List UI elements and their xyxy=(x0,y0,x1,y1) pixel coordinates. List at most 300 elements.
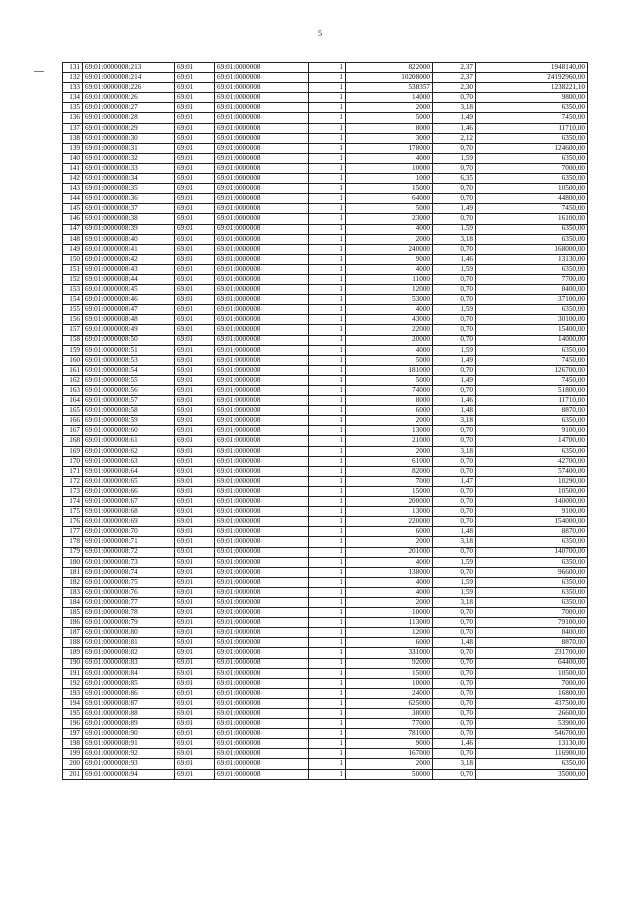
area-cell: 21000 xyxy=(346,436,433,446)
area-cell: 20000 xyxy=(346,335,433,345)
cadastral-block-cell: 69:01:0000008 xyxy=(215,143,309,153)
area-cell: 167000 xyxy=(346,749,433,759)
rate-cell: 1,59 xyxy=(433,577,476,587)
row-number-cell: 196 xyxy=(63,719,83,729)
area-cell: 9000 xyxy=(346,254,433,264)
cadastral-number-cell: 69:01:0000008:91 xyxy=(83,739,175,749)
rate-cell: 0,70 xyxy=(433,648,476,658)
cadastral-number-cell: 69:01:0000008:71 xyxy=(83,537,175,547)
count-cell: 1 xyxy=(309,163,346,173)
area-cell: 92000 xyxy=(346,658,433,668)
table-row xyxy=(63,315,588,325)
region-code-cell: 69:01 xyxy=(175,577,215,587)
rate-cell: 0,70 xyxy=(433,769,476,779)
row-number-cell: 181 xyxy=(63,567,83,577)
rate-cell: 1,59 xyxy=(433,557,476,567)
count-cell: 1 xyxy=(309,305,346,315)
count-cell: 1 xyxy=(309,416,346,426)
row-number-cell: 162 xyxy=(63,375,83,385)
count-cell: 1 xyxy=(309,668,346,678)
cadastral-block-cell: 69:01:0000008 xyxy=(215,63,309,73)
area-cell: 5000 xyxy=(346,113,433,123)
area-cell: 220000 xyxy=(346,517,433,527)
table-row xyxy=(63,325,588,335)
table-row xyxy=(63,93,588,103)
value-cell: 30100,00 xyxy=(476,315,588,325)
value-cell: 16100,00 xyxy=(476,214,588,224)
rate-cell: 1,59 xyxy=(433,264,476,274)
table-row xyxy=(63,587,588,597)
cadastral-block-cell: 69:01:0000008 xyxy=(215,214,309,224)
cadastral-block-cell: 69:01:0000008 xyxy=(215,194,309,204)
value-cell: 8870,00 xyxy=(476,406,588,416)
table-row xyxy=(63,638,588,648)
count-cell: 1 xyxy=(309,446,346,456)
row-number-cell: 201 xyxy=(63,769,83,779)
row-number-cell: 185 xyxy=(63,608,83,618)
cadastral-number-cell: 69:01:0000008:79 xyxy=(83,618,175,628)
area-cell: 6000 xyxy=(346,527,433,537)
cadastral-number-cell: 69:01:0000008:58 xyxy=(83,406,175,416)
value-cell: 231700,00 xyxy=(476,648,588,658)
region-code-cell: 69:01 xyxy=(175,325,215,335)
table-row xyxy=(63,365,588,375)
area-cell: 38000 xyxy=(346,709,433,719)
count-cell: 1 xyxy=(309,739,346,749)
row-number-cell: 172 xyxy=(63,476,83,486)
area-cell: 53000 xyxy=(346,295,433,305)
area-cell: 4000 xyxy=(346,224,433,234)
cadastral-block-cell: 69:01:0000008 xyxy=(215,305,309,315)
table-row xyxy=(63,628,588,638)
rate-cell: 0,70 xyxy=(433,365,476,375)
cadastral-block-cell: 69:01:0000008 xyxy=(215,537,309,547)
rate-cell: 1,48 xyxy=(433,406,476,416)
table-row xyxy=(63,224,588,234)
table-row xyxy=(63,63,588,73)
cadastral-number-cell: 69:01:0000008:38 xyxy=(83,214,175,224)
cadastral-block-cell: 69:01:0000008 xyxy=(215,648,309,658)
value-cell: 1238221,10 xyxy=(476,83,588,93)
cadastral-number-cell: 69:01:0000008:36 xyxy=(83,194,175,204)
area-cell: 5000 xyxy=(346,204,433,214)
row-number-cell: 140 xyxy=(63,153,83,163)
cadastral-block-cell: 69:01:0000008 xyxy=(215,365,309,375)
rate-cell: 0,70 xyxy=(433,698,476,708)
area-cell: 331000 xyxy=(346,648,433,658)
area-cell: 15000 xyxy=(346,486,433,496)
count-cell: 1 xyxy=(309,194,346,204)
rate-cell: 0,70 xyxy=(433,709,476,719)
rate-cell: 1,48 xyxy=(433,527,476,537)
region-code-cell: 69:01 xyxy=(175,396,215,406)
cadastral-block-cell: 69:01:0000008 xyxy=(215,709,309,719)
area-cell: 11000 xyxy=(346,274,433,284)
row-number-cell: 137 xyxy=(63,123,83,133)
area-cell: 74000 xyxy=(346,386,433,396)
value-cell: 6350,00 xyxy=(476,264,588,274)
count-cell: 1 xyxy=(309,103,346,113)
rate-cell: 0,70 xyxy=(433,426,476,436)
rate-cell: 1,47 xyxy=(433,476,476,486)
value-cell: 96600,00 xyxy=(476,567,588,577)
rate-cell: 0,70 xyxy=(433,244,476,254)
region-code-cell: 69:01 xyxy=(175,73,215,83)
table-row xyxy=(63,648,588,658)
region-code-cell: 69:01 xyxy=(175,426,215,436)
cadastral-block-cell: 69:01:0000008 xyxy=(215,103,309,113)
rate-cell: 3,18 xyxy=(433,446,476,456)
region-code-cell: 69:01 xyxy=(175,234,215,244)
area-cell: 4000 xyxy=(346,305,433,315)
table-row xyxy=(63,537,588,547)
area-cell: 822000 xyxy=(346,63,433,73)
cadastral-block-cell: 69:01:0000008 xyxy=(215,123,309,133)
area-cell: 15000 xyxy=(346,668,433,678)
row-number-cell: 199 xyxy=(63,749,83,759)
row-number-cell: 166 xyxy=(63,416,83,426)
cadastral-block-cell: 69:01:0000008 xyxy=(215,133,309,143)
area-cell: 82000 xyxy=(346,466,433,476)
cadastral-number-cell: 69:01:0000008:86 xyxy=(83,688,175,698)
cadastral-block-cell: 69:01:0000008 xyxy=(215,234,309,244)
region-code-cell: 69:01 xyxy=(175,224,215,234)
row-number-cell: 158 xyxy=(63,335,83,345)
rate-cell: 1,46 xyxy=(433,739,476,749)
row-number-cell: 195 xyxy=(63,709,83,719)
area-cell: 64000 xyxy=(346,194,433,204)
table-row xyxy=(63,83,588,93)
value-cell: 26600,00 xyxy=(476,709,588,719)
rate-cell: 0,70 xyxy=(433,486,476,496)
region-code-cell: 69:01 xyxy=(175,678,215,688)
value-cell: 437500,00 xyxy=(476,698,588,708)
count-cell: 1 xyxy=(309,466,346,476)
cadastral-number-cell: 69:01:0000008:46 xyxy=(83,295,175,305)
count-cell: 1 xyxy=(309,133,346,143)
row-number-cell: 167 xyxy=(63,426,83,436)
region-code-cell: 69:01 xyxy=(175,587,215,597)
region-code-cell: 69:01 xyxy=(175,315,215,325)
area-cell: 201000 xyxy=(346,547,433,557)
area-cell: 781000 xyxy=(346,729,433,739)
cadastral-number-cell: 69:01:0000008:72 xyxy=(83,547,175,557)
value-cell: 14000,00 xyxy=(476,335,588,345)
count-cell: 1 xyxy=(309,386,346,396)
cadastral-number-cell: 69:01:0000008:32 xyxy=(83,153,175,163)
count-cell: 1 xyxy=(309,628,346,638)
count-cell: 1 xyxy=(309,567,346,577)
value-cell: 7450,00 xyxy=(476,355,588,365)
cadastral-number-cell: 69:01:0000008:40 xyxy=(83,234,175,244)
count-cell: 1 xyxy=(309,365,346,375)
area-cell: 1000 xyxy=(346,174,433,184)
count-cell: 1 xyxy=(309,486,346,496)
count-cell: 1 xyxy=(309,335,346,345)
area-cell: 10000 xyxy=(346,608,433,618)
region-code-cell: 69:01 xyxy=(175,93,215,103)
cadastral-block-cell: 69:01:0000008 xyxy=(215,638,309,648)
cadastral-block-cell: 69:01:0000008 xyxy=(215,597,309,607)
row-number-cell: 146 xyxy=(63,214,83,224)
region-code-cell: 69:01 xyxy=(175,436,215,446)
cadastral-block-cell: 69:01:0000008 xyxy=(215,295,309,305)
table-row xyxy=(63,396,588,406)
table-row xyxy=(63,133,588,143)
rate-cell: 3,18 xyxy=(433,597,476,607)
cadastral-block-cell: 69:01:0000008 xyxy=(215,658,309,668)
rate-cell: 3,18 xyxy=(433,416,476,426)
rate-cell: 0,70 xyxy=(433,497,476,507)
value-cell: 6350,00 xyxy=(476,234,588,244)
area-cell: 77000 xyxy=(346,719,433,729)
cadastral-number-cell: 69:01:0000008:76 xyxy=(83,587,175,597)
count-cell: 1 xyxy=(309,254,346,264)
cadastral-block-cell: 69:01:0000008 xyxy=(215,547,309,557)
cadastral-block-cell: 69:01:0000008 xyxy=(215,163,309,173)
count-cell: 1 xyxy=(309,295,346,305)
region-code-cell: 69:01 xyxy=(175,709,215,719)
cadastral-block-cell: 69:01:0000008 xyxy=(215,668,309,678)
count-cell: 1 xyxy=(309,476,346,486)
cadastral-number-cell: 69:01:0000008:56 xyxy=(83,386,175,396)
cadastral-block-cell: 69:01:0000008 xyxy=(215,325,309,335)
rate-cell: 0,70 xyxy=(433,719,476,729)
value-cell: 546700,00 xyxy=(476,729,588,739)
cadastral-number-cell: 69:01:0000008:43 xyxy=(83,264,175,274)
table-row xyxy=(63,234,588,244)
region-code-cell: 69:01 xyxy=(175,264,215,274)
count-cell: 1 xyxy=(309,608,346,618)
rate-cell: 1,59 xyxy=(433,305,476,315)
cadastral-block-cell: 69:01:0000008 xyxy=(215,274,309,284)
area-cell: 12000 xyxy=(346,628,433,638)
rate-cell: 0,70 xyxy=(433,163,476,173)
cadastral-number-cell: 69:01:0000008:53 xyxy=(83,355,175,365)
table-row xyxy=(63,709,588,719)
value-cell: 10500,00 xyxy=(476,486,588,496)
cadastral-number-cell: 69:01:0000008:226 xyxy=(83,83,175,93)
region-code-cell: 69:01 xyxy=(175,486,215,496)
count-cell: 1 xyxy=(309,648,346,658)
cadastral-block-cell: 69:01:0000008 xyxy=(215,456,309,466)
cadastral-block-cell: 69:01:0000008 xyxy=(215,436,309,446)
row-number-cell: 180 xyxy=(63,557,83,567)
cadastral-number-cell: 69:01:0000008:69 xyxy=(83,517,175,527)
cadastral-number-cell: 69:01:0000008:78 xyxy=(83,608,175,618)
cadastral-number-cell: 69:01:0000008:26 xyxy=(83,93,175,103)
cadastral-number-cell: 69:01:0000008:44 xyxy=(83,274,175,284)
row-number-cell: 194 xyxy=(63,698,83,708)
table-row xyxy=(63,769,588,779)
region-code-cell: 69:01 xyxy=(175,749,215,759)
cadastral-number-cell: 69:01:0000008:47 xyxy=(83,305,175,315)
value-cell: 6350,00 xyxy=(476,577,588,587)
cadastral-block-cell: 69:01:0000008 xyxy=(215,507,309,517)
rate-cell: 1,46 xyxy=(433,123,476,133)
count-cell: 1 xyxy=(309,396,346,406)
cadastral-number-cell: 69:01:0000008:67 xyxy=(83,497,175,507)
row-number-cell: 183 xyxy=(63,587,83,597)
count-cell: 1 xyxy=(309,234,346,244)
region-code-cell: 69:01 xyxy=(175,153,215,163)
region-code-cell: 69:01 xyxy=(175,345,215,355)
cadastral-number-cell: 69:01:0000008:73 xyxy=(83,557,175,567)
table-row xyxy=(63,759,588,769)
table-row xyxy=(63,476,588,486)
area-cell: 178000 xyxy=(346,143,433,153)
area-cell: 2000 xyxy=(346,416,433,426)
cadastral-number-cell: 69:01:0000008:62 xyxy=(83,446,175,456)
cadastral-block-cell: 69:01:0000008 xyxy=(215,749,309,759)
region-code-cell: 69:01 xyxy=(175,184,215,194)
value-cell: 6350,00 xyxy=(476,133,588,143)
cadastral-number-cell: 69:01:0000008:57 xyxy=(83,396,175,406)
rate-cell: 1,49 xyxy=(433,204,476,214)
table-row xyxy=(63,143,588,153)
area-cell: 4000 xyxy=(346,577,433,587)
count-cell: 1 xyxy=(309,709,346,719)
value-cell: 126700,00 xyxy=(476,365,588,375)
cadastral-block-cell: 69:01:0000008 xyxy=(215,375,309,385)
value-cell: 44800,00 xyxy=(476,194,588,204)
rate-cell: 0,70 xyxy=(433,729,476,739)
table-row xyxy=(63,597,588,607)
count-cell: 1 xyxy=(309,537,346,547)
cadastral-block-cell: 69:01:0000008 xyxy=(215,153,309,163)
region-code-cell: 69:01 xyxy=(175,406,215,416)
area-cell: 6000 xyxy=(346,638,433,648)
value-cell: 6350,00 xyxy=(476,305,588,315)
region-code-cell: 69:01 xyxy=(175,668,215,678)
region-code-cell: 69:01 xyxy=(175,507,215,517)
rate-cell: 1,59 xyxy=(433,345,476,355)
row-number-cell: 136 xyxy=(63,113,83,123)
cadastral-block-cell: 69:01:0000008 xyxy=(215,335,309,345)
table-row xyxy=(63,436,588,446)
value-cell: 79100,00 xyxy=(476,618,588,628)
region-code-cell: 69:01 xyxy=(175,204,215,214)
region-code-cell: 69:01 xyxy=(175,83,215,93)
region-code-cell: 69:01 xyxy=(175,466,215,476)
row-number-cell: 159 xyxy=(63,345,83,355)
rate-cell: 0,70 xyxy=(433,184,476,194)
cadastral-block-cell: 69:01:0000008 xyxy=(215,315,309,325)
row-number-cell: 152 xyxy=(63,274,83,284)
cadastral-number-cell: 69:01:0000008:70 xyxy=(83,527,175,537)
table-row xyxy=(63,274,588,284)
row-number-cell: 155 xyxy=(63,305,83,315)
area-cell: 24000 xyxy=(346,688,433,698)
value-cell: 13130,00 xyxy=(476,739,588,749)
cadastral-number-cell: 69:01:0000008:75 xyxy=(83,577,175,587)
value-cell: 64400,00 xyxy=(476,658,588,668)
area-cell: 15000 xyxy=(346,184,433,194)
row-number-cell: 139 xyxy=(63,143,83,153)
cadastral-block-cell: 69:01:0000008 xyxy=(215,224,309,234)
cadastral-number-cell: 69:01:0000008:85 xyxy=(83,678,175,688)
rate-cell: 2,30 xyxy=(433,83,476,93)
cadastral-block-cell: 69:01:0000008 xyxy=(215,476,309,486)
area-cell: 5000 xyxy=(346,355,433,365)
page-number: 5 xyxy=(318,29,322,38)
table-row xyxy=(63,335,588,345)
cadastral-number-cell: 69:01:0000008:213 xyxy=(83,63,175,73)
table-row xyxy=(63,295,588,305)
region-code-cell: 69:01 xyxy=(175,497,215,507)
value-cell: 6350,00 xyxy=(476,446,588,456)
value-cell: 9100,00 xyxy=(476,426,588,436)
rate-cell: 0,70 xyxy=(433,143,476,153)
count-cell: 1 xyxy=(309,638,346,648)
region-code-cell: 69:01 xyxy=(175,375,215,385)
region-code-cell: 69:01 xyxy=(175,567,215,577)
rate-cell: 0,70 xyxy=(433,678,476,688)
area-cell: 61000 xyxy=(346,456,433,466)
count-cell: 1 xyxy=(309,497,346,507)
area-cell: 2000 xyxy=(346,597,433,607)
row-number-cell: 178 xyxy=(63,537,83,547)
row-number-cell: 175 xyxy=(63,507,83,517)
count-cell: 1 xyxy=(309,547,346,557)
row-number-cell: 169 xyxy=(63,446,83,456)
region-code-cell: 69:01 xyxy=(175,214,215,224)
rate-cell: 0,70 xyxy=(433,315,476,325)
value-cell: 35000,00 xyxy=(476,769,588,779)
region-code-cell: 69:01 xyxy=(175,143,215,153)
region-code-cell: 69:01 xyxy=(175,769,215,779)
count-cell: 1 xyxy=(309,719,346,729)
count-cell: 1 xyxy=(309,456,346,466)
table-row xyxy=(63,466,588,476)
cadastral-block-cell: 69:01:0000008 xyxy=(215,497,309,507)
cadastral-block-cell: 69:01:0000008 xyxy=(215,527,309,537)
row-number-cell: 168 xyxy=(63,436,83,446)
cadastral-block-cell: 69:01:0000008 xyxy=(215,416,309,426)
cadastral-block-cell: 69:01:0000008 xyxy=(215,729,309,739)
rate-cell: 2,37 xyxy=(433,63,476,73)
area-cell: 43000 xyxy=(346,315,433,325)
rate-cell: 0,70 xyxy=(433,194,476,204)
row-number-cell: 164 xyxy=(63,396,83,406)
row-number-cell: 179 xyxy=(63,547,83,557)
row-number-cell: 174 xyxy=(63,497,83,507)
count-cell: 1 xyxy=(309,698,346,708)
count-cell: 1 xyxy=(309,153,346,163)
row-number-cell: 187 xyxy=(63,628,83,638)
value-cell: 6350,00 xyxy=(476,174,588,184)
cadastral-number-cell: 69:01:0000008:60 xyxy=(83,426,175,436)
area-cell: 181000 xyxy=(346,365,433,375)
region-code-cell: 69:01 xyxy=(175,719,215,729)
table-row xyxy=(63,557,588,567)
cadastral-block-cell: 69:01:0000008 xyxy=(215,678,309,688)
table-row xyxy=(63,567,588,577)
count-cell: 1 xyxy=(309,678,346,688)
region-code-cell: 69:01 xyxy=(175,547,215,557)
rate-cell: 0,70 xyxy=(433,507,476,517)
region-code-cell: 69:01 xyxy=(175,194,215,204)
value-cell: 7450,00 xyxy=(476,113,588,123)
cadastral-block-cell: 69:01:0000008 xyxy=(215,396,309,406)
table-row xyxy=(63,386,588,396)
value-cell: 10500,00 xyxy=(476,184,588,194)
region-code-cell: 69:01 xyxy=(175,446,215,456)
row-number-cell: 200 xyxy=(63,759,83,769)
value-cell: 7000,00 xyxy=(476,678,588,688)
row-number-cell: 156 xyxy=(63,315,83,325)
cadastral-number-cell: 69:01:0000008:92 xyxy=(83,749,175,759)
